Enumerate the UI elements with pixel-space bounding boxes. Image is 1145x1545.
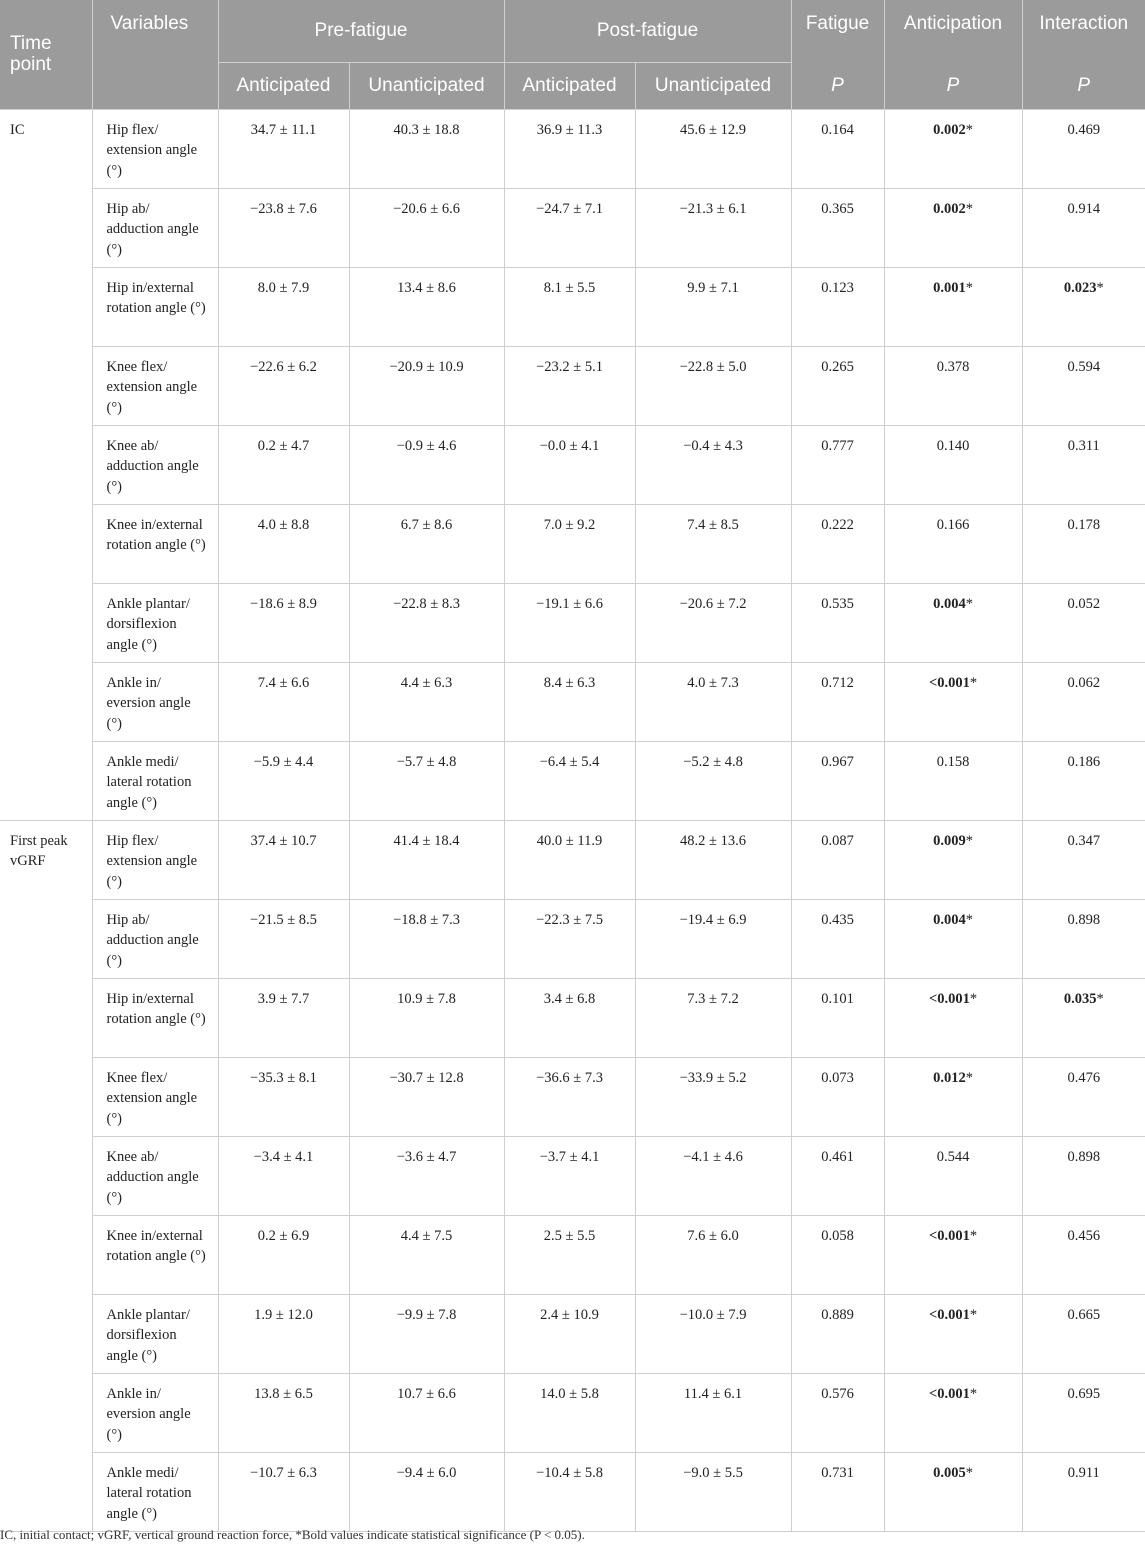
pre-unanticipated-cell: 40.3 ± 18.8 [349, 109, 504, 188]
header-post-fatigue: Post-fatigue [504, 0, 791, 62]
p-fatigue-cell: 0.461 [791, 1136, 884, 1215]
table-row [0, 662, 1145, 741]
p-anticipation-cell [884, 188, 1022, 267]
p-interaction-cell: 0.311 [1022, 425, 1145, 504]
variable-cell: Hip flex/ extension angle (°) [92, 109, 218, 188]
table-row [0, 425, 1145, 504]
post-unanticipated-cell: −4.1 ± 4.6 [635, 1136, 791, 1215]
pre-unanticipated-cell: −20.6 ± 6.6 [349, 188, 504, 267]
post-anticipated-cell: 8.4 ± 6.3 [504, 662, 635, 741]
p-interaction-cell: 0.456 [1022, 1215, 1145, 1294]
header-time-point: Time point [0, 0, 92, 109]
p-anticipation-cell [884, 978, 1022, 1057]
p-anticipation-cell: 0.140 [884, 425, 1022, 504]
pre-anticipated-cell: −18.6 ± 8.9 [218, 583, 349, 662]
p-interaction-cell: 0.178 [1022, 504, 1145, 583]
table-row [0, 1057, 1145, 1136]
variable-cell: Knee in/external rotation angle (°) [92, 1215, 218, 1294]
p-fatigue-cell: 0.087 [791, 820, 884, 899]
variable-cell: Hip in/external rotation angle (°) [92, 267, 218, 346]
header-post-unanticipated: Unanticipated [635, 62, 791, 109]
p-interaction-cell: 0.186 [1022, 741, 1145, 820]
pre-anticipated-cell: 1.9 ± 12.0 [218, 1294, 349, 1373]
pre-unanticipated-cell: −9.9 ± 7.8 [349, 1294, 504, 1373]
header-interaction-p: P [1022, 62, 1145, 109]
p-fatigue-cell: 0.535 [791, 583, 884, 662]
post-anticipated-cell: 8.1 ± 5.5 [504, 267, 635, 346]
p-anticipation-cell: 0.544 [884, 1136, 1022, 1215]
p-interaction-cell: 0.914 [1022, 188, 1145, 267]
table-row [0, 741, 1145, 820]
p-anticipation-cell: 0.166 [884, 504, 1022, 583]
post-unanticipated-cell: 7.3 ± 7.2 [635, 978, 791, 1057]
pre-unanticipated-cell: −20.9 ± 10.9 [349, 346, 504, 425]
significance-marker: * [969, 1227, 978, 1244]
significant-value: 0.023 [1063, 279, 1097, 296]
header-pre-anticipated: Anticipated [218, 62, 349, 109]
pre-anticipated-cell: −10.7 ± 6.3 [218, 1452, 349, 1531]
pre-unanticipated-cell: 4.4 ± 6.3 [349, 662, 504, 741]
p-fatigue-cell: 0.058 [791, 1215, 884, 1294]
pre-unanticipated-cell: −30.7 ± 12.8 [349, 1057, 504, 1136]
pre-anticipated-cell: −23.8 ± 7.6 [218, 188, 349, 267]
p-fatigue-cell: 0.967 [791, 741, 884, 820]
post-unanticipated-cell: −19.4 ± 6.9 [635, 899, 791, 978]
significant-value: 0.012 [933, 1069, 966, 1086]
p-fatigue-cell: 0.164 [791, 109, 884, 188]
significance-marker: * [969, 1385, 978, 1402]
post-unanticipated-cell: −21.3 ± 6.1 [635, 188, 791, 267]
significant-value: 0.002 [933, 121, 966, 138]
post-anticipated-cell: −19.1 ± 6.6 [504, 583, 635, 662]
p-interaction-cell [1022, 267, 1145, 346]
significant-value: <0.001 [928, 1227, 970, 1244]
post-anticipated-cell: −0.0 ± 4.1 [504, 425, 635, 504]
variable-cell: Knee ab/ adduction angle (°) [92, 1136, 218, 1215]
significant-value: 0.002 [933, 200, 966, 217]
p-anticipation-cell [884, 1452, 1022, 1531]
pre-anticipated-cell: −22.6 ± 6.2 [218, 346, 349, 425]
p-anticipation-cell: 0.378 [884, 346, 1022, 425]
pre-anticipated-cell: 4.0 ± 8.8 [218, 504, 349, 583]
significant-value: 0.005 [933, 1464, 966, 1481]
post-anticipated-cell: −36.6 ± 7.3 [504, 1057, 635, 1136]
pre-anticipated-cell: −35.3 ± 8.1 [218, 1057, 349, 1136]
header-fatigue: Fatigue [791, 0, 884, 62]
post-unanticipated-cell: 11.4 ± 6.1 [635, 1373, 791, 1452]
p-interaction-cell: 0.594 [1022, 346, 1145, 425]
significance-marker: * [965, 595, 973, 612]
pre-anticipated-cell: 0.2 ± 4.7 [218, 425, 349, 504]
pre-anticipated-cell: −5.9 ± 4.4 [218, 741, 349, 820]
post-anticipated-cell: −10.4 ± 5.8 [504, 1452, 635, 1531]
significance-marker: * [969, 1306, 978, 1323]
significance-marker: * [969, 674, 978, 691]
table-body [0, 109, 1145, 1531]
pre-anticipated-cell: 0.2 ± 6.9 [218, 1215, 349, 1294]
significant-value: 0.009 [933, 832, 966, 849]
p-interaction-cell: 0.898 [1022, 899, 1145, 978]
p-anticipation-cell [884, 1057, 1022, 1136]
table-row [0, 504, 1145, 583]
post-anticipated-cell: 2.5 ± 5.5 [504, 1215, 635, 1294]
significant-value: <0.001 [928, 674, 970, 691]
variable-cell: Ankle in/ eversion angle (°) [92, 662, 218, 741]
variable-cell: Hip ab/ adduction angle (°) [92, 188, 218, 267]
table-footnote: IC, initial contact; vGRF, vertical ground reaction force, *Bold values indicate statistical significance (P < 0.05). [0, 1527, 585, 1542]
pre-anticipated-cell: 13.8 ± 6.5 [218, 1373, 349, 1452]
table-row [0, 978, 1145, 1057]
pre-unanticipated-cell: 4.4 ± 7.5 [349, 1215, 504, 1294]
p-interaction-cell [1022, 978, 1145, 1057]
p-anticipation-cell [884, 267, 1022, 346]
post-unanticipated-cell: 45.6 ± 12.9 [635, 109, 791, 188]
header-interaction: Interaction [1022, 0, 1145, 62]
post-unanticipated-cell: 7.6 ± 6.0 [635, 1215, 791, 1294]
header-anticipation: Anticipation [884, 0, 1022, 62]
header-pre-unanticipated: Unanticipated [349, 62, 504, 109]
table-row [0, 899, 1145, 978]
post-unanticipated-cell: 9.9 ± 7.1 [635, 267, 791, 346]
significant-value: 0.035 [1063, 990, 1097, 1007]
table-row [0, 1136, 1145, 1215]
pre-anticipated-cell: 3.9 ± 7.7 [218, 978, 349, 1057]
p-interaction-cell: 0.052 [1022, 583, 1145, 662]
pre-unanticipated-cell: −18.8 ± 7.3 [349, 899, 504, 978]
pre-anticipated-cell: 34.7 ± 11.1 [218, 109, 349, 188]
post-anticipated-cell: 14.0 ± 5.8 [504, 1373, 635, 1452]
variable-cell: Ankle medi/ lateral rotation angle (°) [92, 1452, 218, 1531]
significance-marker: * [969, 990, 978, 1007]
p-interaction-cell: 0.062 [1022, 662, 1145, 741]
post-anticipated-cell: 36.9 ± 11.3 [504, 109, 635, 188]
p-anticipation-cell: 0.158 [884, 741, 1022, 820]
table-row [0, 1294, 1145, 1373]
pre-unanticipated-cell: 10.7 ± 6.6 [349, 1373, 504, 1452]
time-point-cell: IC [0, 109, 92, 820]
significance-marker: * [965, 832, 973, 849]
table-row [0, 820, 1145, 899]
p-interaction-cell: 0.347 [1022, 820, 1145, 899]
table-row [0, 188, 1145, 267]
p-fatigue-cell: 0.101 [791, 978, 884, 1057]
table-row [0, 1215, 1145, 1294]
post-anticipated-cell: 7.0 ± 9.2 [504, 504, 635, 583]
significant-value: 0.001 [933, 279, 966, 296]
p-anticipation-cell [884, 109, 1022, 188]
header-pre-fatigue: Pre-fatigue [218, 0, 504, 62]
header-fatigue-p: P [791, 62, 884, 109]
post-unanticipated-cell: 4.0 ± 7.3 [635, 662, 791, 741]
variable-cell: Knee flex/ extension angle (°) [92, 1057, 218, 1136]
p-fatigue-cell: 0.073 [791, 1057, 884, 1136]
post-unanticipated-cell: −22.8 ± 5.0 [635, 346, 791, 425]
p-interaction-cell: 0.476 [1022, 1057, 1145, 1136]
p-fatigue-cell: 0.731 [791, 1452, 884, 1531]
post-anticipated-cell: −6.4 ± 5.4 [504, 741, 635, 820]
p-fatigue-cell: 0.265 [791, 346, 884, 425]
post-unanticipated-cell: −9.0 ± 5.5 [635, 1452, 791, 1531]
post-unanticipated-cell: −0.4 ± 4.3 [635, 425, 791, 504]
variable-cell: Hip flex/ extension angle (°) [92, 820, 218, 899]
post-unanticipated-cell: −10.0 ± 7.9 [635, 1294, 791, 1373]
p-fatigue-cell: 0.365 [791, 188, 884, 267]
significant-value: <0.001 [928, 1385, 970, 1402]
p-anticipation-cell [884, 583, 1022, 662]
post-anticipated-cell: −24.7 ± 7.1 [504, 188, 635, 267]
table-row [0, 109, 1145, 188]
significance-marker: * [965, 1464, 973, 1481]
p-interaction-cell: 0.469 [1022, 109, 1145, 188]
pre-unanticipated-cell: −5.7 ± 4.8 [349, 741, 504, 820]
pre-anticipated-cell: −3.4 ± 4.1 [218, 1136, 349, 1215]
pre-unanticipated-cell: 41.4 ± 18.4 [349, 820, 504, 899]
post-anticipated-cell: 2.4 ± 10.9 [504, 1294, 635, 1373]
p-interaction-cell: 0.665 [1022, 1294, 1145, 1373]
p-anticipation-cell [884, 1215, 1022, 1294]
significance-marker: * [965, 911, 973, 928]
table-row [0, 583, 1145, 662]
header-post-anticipated: Anticipated [504, 62, 635, 109]
p-anticipation-cell [884, 1373, 1022, 1452]
variable-cell: Hip in/external rotation angle (°) [92, 978, 218, 1057]
pre-unanticipated-cell: 10.9 ± 7.8 [349, 978, 504, 1057]
pre-unanticipated-cell: −3.6 ± 4.7 [349, 1136, 504, 1215]
significant-value: <0.001 [928, 990, 970, 1007]
post-unanticipated-cell: −20.6 ± 7.2 [635, 583, 791, 662]
pre-anticipated-cell: −21.5 ± 8.5 [218, 899, 349, 978]
post-anticipated-cell: 3.4 ± 6.8 [504, 978, 635, 1057]
table-row [0, 267, 1145, 346]
post-unanticipated-cell: −5.2 ± 4.8 [635, 741, 791, 820]
significant-value: <0.001 [928, 1306, 970, 1323]
table-row [0, 1452, 1145, 1531]
pre-unanticipated-cell: −22.8 ± 8.3 [349, 583, 504, 662]
significance-marker: * [965, 200, 973, 217]
p-fatigue-cell: 0.222 [791, 504, 884, 583]
p-fatigue-cell: 0.712 [791, 662, 884, 741]
table-row [0, 1373, 1145, 1452]
p-interaction-cell: 0.695 [1022, 1373, 1145, 1452]
significant-value: 0.004 [933, 911, 966, 928]
header-anticipation-p: P [884, 62, 1022, 109]
p-interaction-cell: 0.911 [1022, 1452, 1145, 1531]
p-interaction-cell: 0.898 [1022, 1136, 1145, 1215]
significance-marker: * [965, 121, 973, 138]
p-fatigue-cell: 0.777 [791, 425, 884, 504]
pre-unanticipated-cell: 13.4 ± 8.6 [349, 267, 504, 346]
p-anticipation-cell [884, 899, 1022, 978]
pre-anticipated-cell: 8.0 ± 7.9 [218, 267, 349, 346]
variable-cell: Ankle medi/ lateral rotation angle (°) [92, 741, 218, 820]
p-fatigue-cell: 0.576 [791, 1373, 884, 1452]
post-anticipated-cell: 40.0 ± 11.9 [504, 820, 635, 899]
significance-marker: * [1096, 279, 1104, 296]
variable-cell: Hip ab/ adduction angle (°) [92, 899, 218, 978]
pre-unanticipated-cell: 6.7 ± 8.6 [349, 504, 504, 583]
post-anticipated-cell: −23.2 ± 5.1 [504, 346, 635, 425]
variable-cell: Knee ab/ adduction angle (°) [92, 425, 218, 504]
header-variables: Variables [92, 0, 218, 109]
variable-cell: Ankle in/ eversion angle (°) [92, 1373, 218, 1452]
pre-anticipated-cell: 37.4 ± 10.7 [218, 820, 349, 899]
variable-cell: Knee flex/ extension angle (°) [92, 346, 218, 425]
pre-anticipated-cell: 7.4 ± 6.6 [218, 662, 349, 741]
variable-cell: Ankle plantar/ dorsiflexion angle (°) [92, 1294, 218, 1373]
p-fatigue-cell: 0.123 [791, 267, 884, 346]
p-anticipation-cell [884, 662, 1022, 741]
post-anticipated-cell: −22.3 ± 7.5 [504, 899, 635, 978]
p-anticipation-cell [884, 1294, 1022, 1373]
significant-value: 0.004 [933, 595, 966, 612]
significance-marker: * [965, 279, 973, 296]
post-unanticipated-cell: 48.2 ± 13.6 [635, 820, 791, 899]
post-unanticipated-cell: 7.4 ± 8.5 [635, 504, 791, 583]
significance-marker: * [1096, 990, 1104, 1007]
p-fatigue-cell: 0.435 [791, 899, 884, 978]
post-anticipated-cell: −3.7 ± 4.1 [504, 1136, 635, 1215]
time-point-cell: First peak vGRF [0, 820, 92, 1531]
p-fatigue-cell: 0.889 [791, 1294, 884, 1373]
pre-unanticipated-cell: −0.9 ± 4.6 [349, 425, 504, 504]
pre-unanticipated-cell: −9.4 ± 6.0 [349, 1452, 504, 1531]
significance-marker: * [965, 1069, 973, 1086]
p-anticipation-cell [884, 820, 1022, 899]
variable-cell: Ankle plantar/ dorsiflexion angle (°) [92, 583, 218, 662]
post-unanticipated-cell: −33.9 ± 5.2 [635, 1057, 791, 1136]
table-row [0, 346, 1145, 425]
variable-cell: Knee in/external rotation angle (°) [92, 504, 218, 583]
